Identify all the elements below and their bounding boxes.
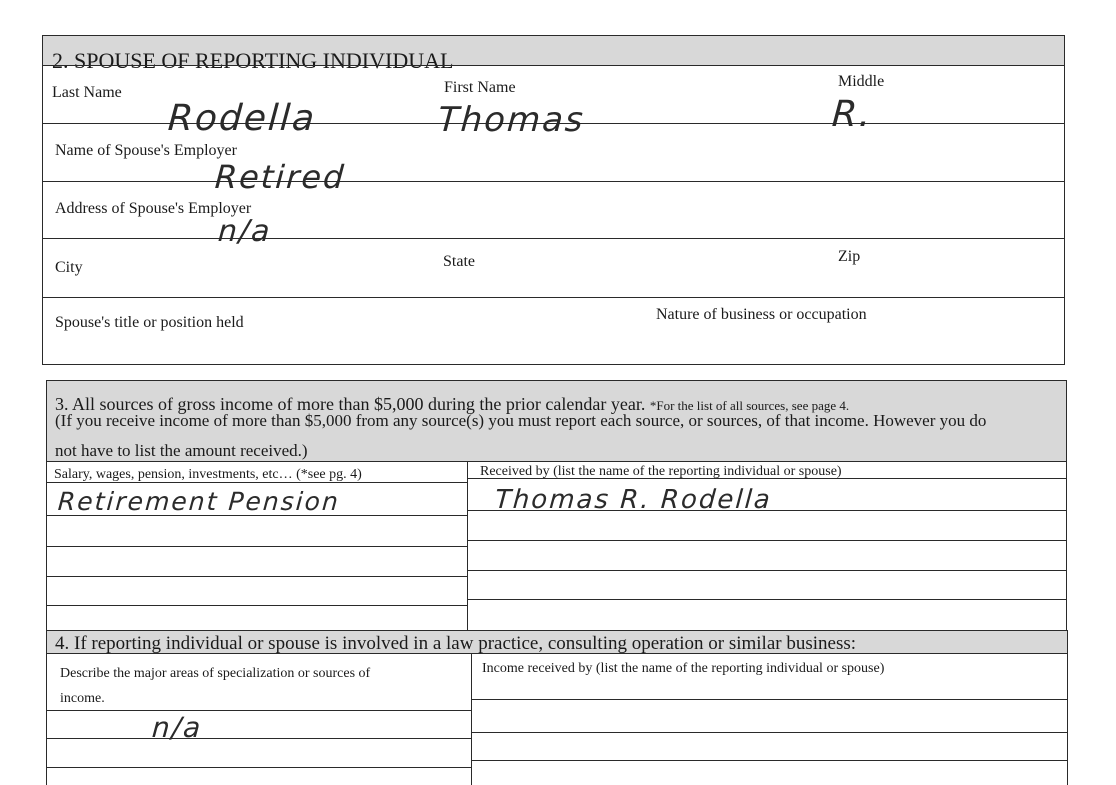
divider xyxy=(471,699,1067,700)
divider xyxy=(46,461,1067,462)
specialization-header-line-1: Describe the major areas of specialization or sources of xyxy=(60,666,371,681)
received-by-header: Received by (list the name of the reporting individual or spouse) xyxy=(480,464,842,479)
specialization-value[interactable]: n/a xyxy=(150,711,204,744)
divider xyxy=(467,510,1067,511)
divider xyxy=(471,732,1067,733)
specialization-header-line-2: income. xyxy=(60,691,105,706)
divider xyxy=(46,738,471,739)
income-received-by-header: Income received by (list the name of the reporting individual or spouse) xyxy=(482,661,885,676)
section-3-title-main: 3. All sources of gross income of more than $5,000 during the prior calendar year. xyxy=(55,394,646,414)
divider xyxy=(467,570,1067,571)
divider xyxy=(467,540,1067,541)
income-source-header: Salary, wages, pension, investments, etc… (*see pg. 4) xyxy=(54,467,362,482)
divider xyxy=(42,123,1065,124)
section-2-title: 2. SPOUSE OF REPORTING INDIVIDUAL xyxy=(52,48,454,73)
divider xyxy=(42,238,1065,239)
divider xyxy=(46,380,47,630)
divider xyxy=(46,546,468,547)
divider xyxy=(467,599,1067,600)
divider xyxy=(46,605,468,606)
divider xyxy=(46,630,1067,631)
section-3-title-note: *For the list of all sources, see page 4. xyxy=(649,398,850,413)
zip-label: Zip xyxy=(838,248,861,265)
first-name-label: First Name xyxy=(444,79,516,96)
employer-address-label: Address of Spouse's Employer xyxy=(55,200,252,217)
section-3-intro-line-1: (If you receive income of more than $5,000 from any source(s) you must report each source, or sources, of that income. However you do xyxy=(55,411,987,430)
employer-address-value[interactable]: n/a xyxy=(216,214,273,249)
last-name-value[interactable]: Rodella xyxy=(166,98,318,139)
divider xyxy=(46,767,471,768)
divider xyxy=(42,181,1065,182)
divider xyxy=(46,576,468,577)
divider xyxy=(46,710,471,711)
state-label: State xyxy=(443,253,475,270)
city-label: City xyxy=(55,259,83,276)
first-name-value[interactable]: Thomas xyxy=(436,100,587,140)
occupation-label: Nature of business or occupation xyxy=(656,306,867,323)
divider xyxy=(471,653,472,785)
section-4-title: 4. If reporting individual or spouse is involved in a law practice, consulting operation or similar business: xyxy=(55,633,857,654)
divider xyxy=(46,653,1067,654)
divider xyxy=(1067,630,1068,785)
income-source-value[interactable]: Retirement Pension xyxy=(56,487,341,516)
received-by-value[interactable]: Thomas R. Rodella xyxy=(493,485,773,515)
divider xyxy=(467,478,1067,479)
divider xyxy=(42,297,1065,298)
middle-value[interactable]: R. xyxy=(830,94,874,135)
divider xyxy=(46,515,468,516)
divider xyxy=(42,65,1065,66)
employer-label: Name of Spouse's Employer xyxy=(55,142,237,159)
spouse-title-label: Spouse's title or position held xyxy=(55,314,244,331)
last-name-label: Last Name xyxy=(52,84,122,101)
section-3-intro-line-2: not have to list the amount received.) xyxy=(55,441,308,460)
divider xyxy=(46,630,47,785)
divider xyxy=(1066,380,1067,630)
middle-label: Middle xyxy=(838,73,885,90)
divider xyxy=(46,380,1067,381)
divider xyxy=(471,760,1067,761)
employer-value[interactable]: Retired xyxy=(213,158,347,196)
divider xyxy=(46,482,468,483)
